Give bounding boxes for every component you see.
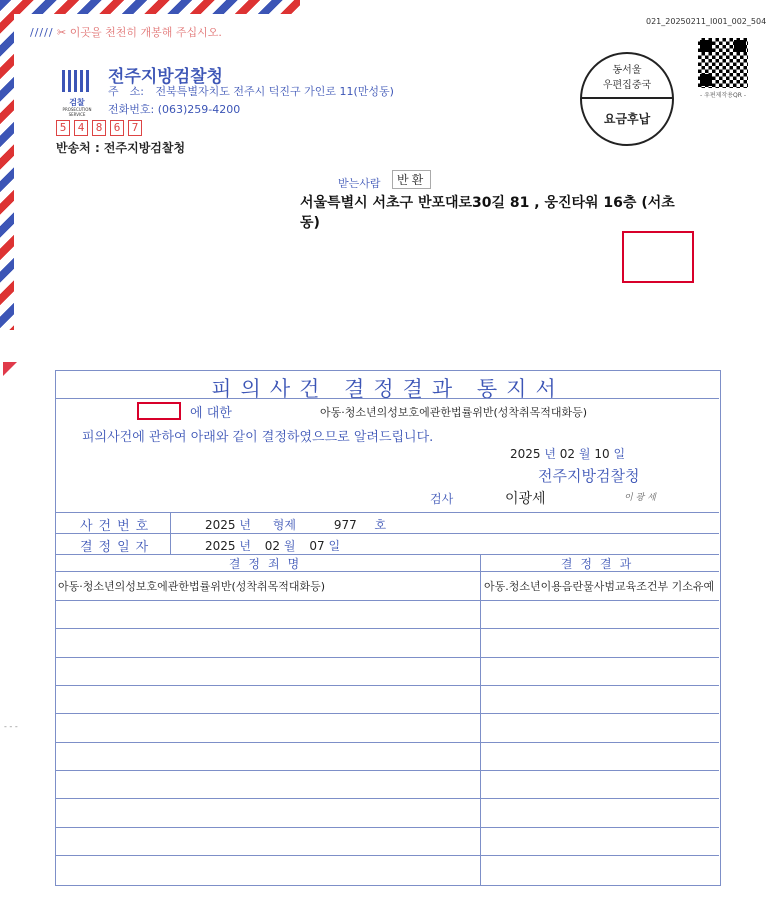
decision-month-unit: 월 [283, 539, 296, 553]
airmail-stripe-left [0, 0, 14, 330]
zip-digit: 6 [110, 120, 124, 136]
recipient-address: 서울특별시 서초구 반포대로30길 81 , 웅진타워 16층 (서초동) [300, 195, 675, 231]
sender-address-value: 전북특별자치도 전주시 덕진구 가인로 11(만성동) [155, 85, 394, 98]
table-col-line [480, 554, 481, 885]
prosecutor-label: 검사 [430, 492, 454, 506]
issue-date [510, 445, 625, 462]
table-line [56, 533, 719, 534]
table-line [56, 713, 719, 714]
table-cell-result: 아동.청소년이용음란물사범교육조건부 기소유예 [484, 580, 715, 593]
table-line [56, 685, 719, 686]
table-cell-charge: 아동·청소년의성보호에관한법률위반(성착취목적대화등) [58, 580, 326, 593]
stamp-fee: 요금후납 [603, 112, 651, 126]
stamp-line2: 우편집중국 [602, 80, 652, 91]
about-text: 에 대한 [190, 406, 232, 421]
zip-digit: 5 [56, 120, 70, 136]
notice-sentence: 피의사건에 관하여 아래와 같이 결정하였으므로 알려드립니다. [82, 430, 434, 445]
zip-digit: 8 [92, 120, 106, 136]
decision-date-label: 결정일자 [80, 540, 155, 555]
notice-text: 이곳을 천천히 개봉해 주십시오. [69, 26, 222, 39]
case-number-label: 사건번호 [80, 519, 155, 534]
zip-code [56, 120, 142, 136]
table-line [56, 657, 719, 658]
table-line [56, 798, 719, 799]
edge-mark: - - - [4, 722, 18, 731]
prosecutor-name: 이광세 [505, 491, 546, 507]
table-line [56, 742, 719, 743]
case-type: 형제 [272, 518, 296, 532]
case-number [205, 516, 386, 533]
table-line [56, 628, 719, 629]
table-line [56, 600, 719, 601]
sender-phone: 전화번호: (063)259-4200 [108, 103, 241, 116]
issue-day: 10 [594, 447, 610, 461]
return-address: 반송처 : 전주지방검찰청 [56, 141, 186, 155]
title-divider [56, 398, 719, 399]
charge-text: 아동·청소년의성보호에관한법률위반(성착취목적대화등) [320, 406, 588, 419]
prosecutor-signature: 이 광 세 [624, 493, 656, 503]
prosecution-logo-icon [62, 70, 90, 92]
issue-month: 02 [559, 447, 576, 461]
decision-day-unit: 일 [328, 539, 341, 553]
notice-marks: ///// [30, 26, 54, 39]
decision-month: 02 [264, 539, 281, 553]
logo-text: 검찰 [69, 98, 85, 107]
case-year: 2025 [205, 518, 236, 532]
table-line [56, 855, 719, 856]
sender-name: 전주지방검찰청 [108, 67, 223, 87]
column-header-charge: 결정죄명 [228, 557, 308, 571]
zip-digit: 4 [74, 120, 88, 136]
decision-year-unit: 년 [239, 539, 251, 553]
case-year-unit: 년 [239, 518, 251, 532]
stamp-divider [582, 97, 672, 99]
stamp-line1: 동서울 [612, 65, 642, 76]
table-line [56, 770, 719, 771]
issue-month-unit: 월 [578, 447, 591, 461]
airmail-stripe-top [0, 0, 300, 14]
stamp-office [580, 63, 674, 93]
sender-address-label: 주 소: [108, 85, 144, 98]
decision-date [205, 537, 340, 554]
case-no-unit: 호 [374, 518, 387, 532]
column-header-result: 결정결과 [560, 557, 640, 571]
qr-label: - 우편제작용QR - [700, 92, 747, 99]
envelope [0, 0, 768, 360]
recipient-label: 받는사람 [338, 177, 381, 190]
table-line [56, 827, 719, 828]
decision-day: 07 [309, 539, 325, 553]
table-line [56, 512, 719, 513]
sender-address [108, 83, 394, 99]
redacted-name-box [137, 402, 181, 420]
tear-edge [0, 344, 768, 360]
case-no: 977 [333, 518, 357, 532]
logo-subtitle: PROSECUTION SERVICE [62, 107, 92, 117]
corner-mark [3, 362, 17, 376]
issue-year: 2025 [510, 447, 541, 461]
zip-digit: 7 [128, 120, 142, 136]
scissors-icon: ✂ [57, 26, 67, 39]
open-notice [30, 24, 222, 40]
document-id: 021_20250211_I001_002_504 [646, 17, 767, 26]
form-title: 피의사건 결정결과 통지서 [211, 377, 565, 401]
issue-year-unit: 년 [544, 447, 556, 461]
redaction-box [622, 231, 694, 283]
qr-code-icon [698, 38, 748, 88]
issuing-office: 전주지방검찰청 [538, 467, 640, 485]
issue-day-unit: 일 [613, 447, 626, 461]
table-col-line [170, 512, 171, 554]
decision-year: 2025 [205, 539, 236, 553]
recipient-name: 반환 [392, 170, 431, 189]
